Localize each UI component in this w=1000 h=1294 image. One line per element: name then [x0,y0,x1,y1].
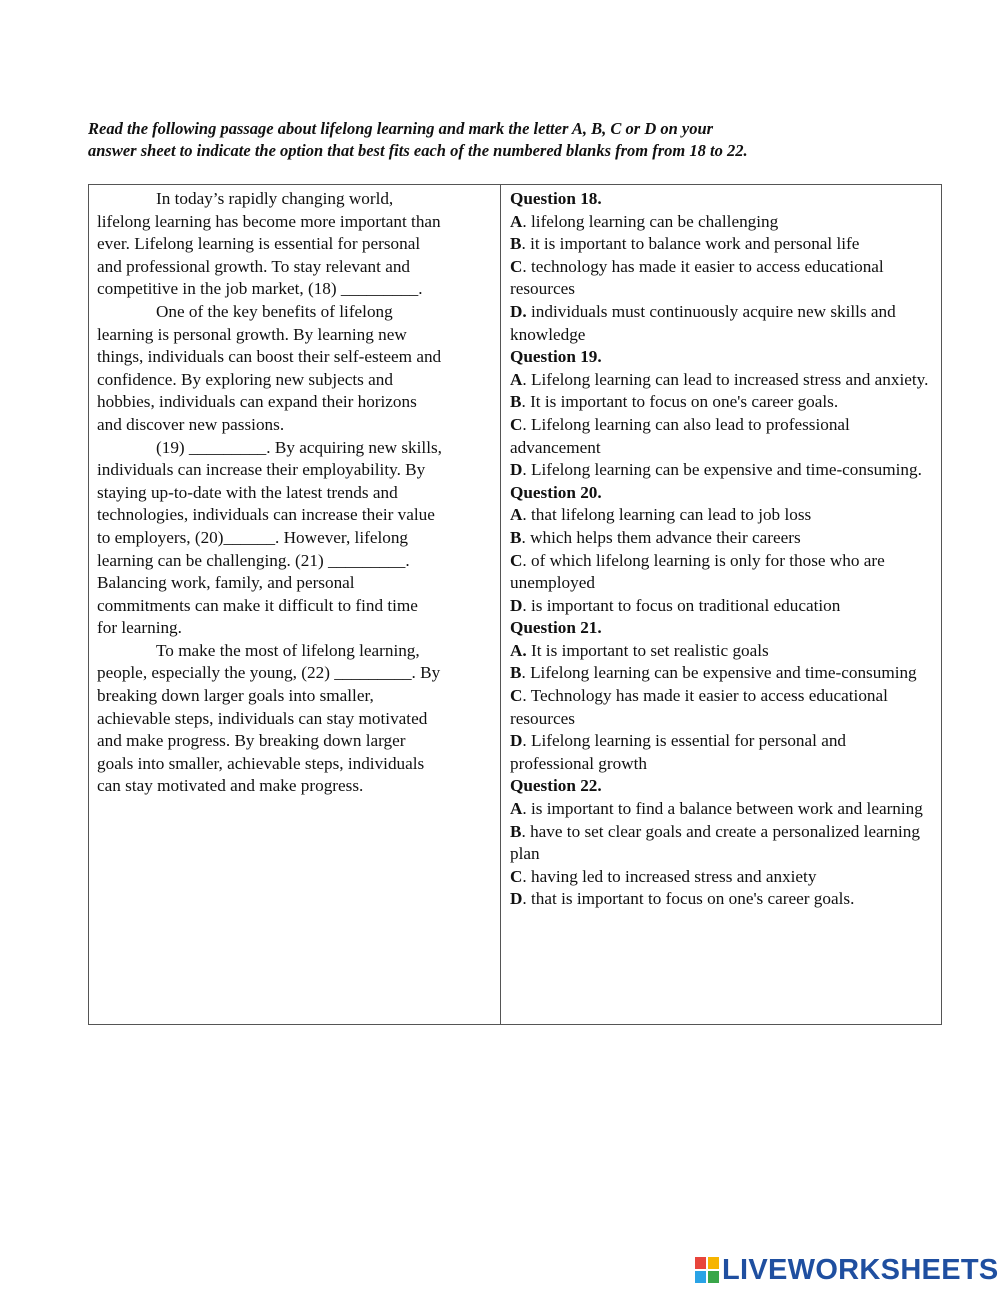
passage-line: To make the most of lifelong learning, [156,640,420,660]
answer-option[interactable] [510,685,933,730]
option-separator: . [522,414,527,434]
passage-line: learning can be challenging. (21) _________. [97,550,410,570]
question-title: Question 20. [510,482,602,502]
option-separator: . [521,821,526,841]
option-text: it is important to balance work and personal life [525,234,860,254]
option-text: Lifelong learning can also lead to professional advancement [510,414,850,457]
answer-option[interactable] [510,504,933,527]
option-separator: . [521,392,526,412]
answer-option[interactable] [510,369,933,392]
option-letter: A [510,211,523,231]
option-text: having led to increased stress and anxiety [526,866,817,886]
passage-line: and professional growth. To stay relevant and [97,256,411,276]
option-letter: D [510,595,523,615]
passage-column [89,185,501,1024]
passage-line: (19) _________. By acquiring new skills, [156,437,442,457]
option-text: Lifelong learning can lead to increased stress and anxiety. [526,369,929,389]
instruction-line: Read the following passage about lifelong learning and mark the letter A, B, C or D on your [88,119,714,138]
passage-line: technologies, individuals can increase their value [97,505,435,525]
option-text: lifelong learning can be challenging [526,211,779,231]
answer-option[interactable] [510,662,933,685]
option-letter: D [510,889,523,909]
passage-line: breaking down larger goals into smaller, [97,686,374,706]
passage-line: people, especially the young, (22) _________. By [97,663,441,683]
option-letter: C [510,866,523,886]
question-title: Question 22. [510,776,602,796]
passage-line: competitive in the job market, (18) _________. [97,279,423,299]
answer-option[interactable] [510,211,933,234]
answer-option[interactable] [510,256,933,301]
logo-tile [708,1271,719,1283]
passage-line: commitments can make it difficult to find time [97,595,418,615]
option-separator: . [522,505,527,525]
logo-mark-icon [695,1257,719,1283]
option-separator: . [522,369,527,389]
passage-line: hobbies, individuals can expand their horizons [97,392,417,412]
passage-line: Balancing work, family, and personal [97,573,355,593]
logo-tile [695,1271,706,1283]
option-separator: . [522,866,527,886]
passage-line: One of the key benefits of lifelong [156,301,393,321]
option-letter: A. [510,640,527,660]
option-text: is important to find a balance between work and learning [526,799,923,819]
passage-line: individuals can increase their employability. By [97,460,426,480]
logo-tile [708,1257,719,1269]
question-title: Question 21. [510,618,602,638]
option-separator: . [522,211,527,231]
option-separator: . [522,256,527,276]
passage-line: and discover new passions. [97,414,285,434]
option-letter: C [510,414,523,434]
option-letter: C [510,686,523,706]
passage-line: for learning. [97,618,182,638]
option-separator: . [522,460,527,480]
passage-line: goals into smaller, achievable steps, individuals [97,753,425,773]
option-letter: B [510,663,522,683]
option-text: Lifelong learning is essential for personal and professional growth [510,731,847,773]
answer-option[interactable] [510,459,933,482]
passage-line: achievable steps, individuals can stay motivated [97,708,428,728]
option-separator: . [522,799,527,819]
option-letter: A [510,369,523,389]
questions-column [501,185,941,1024]
passage-line: lifelong learning has become more important than [97,211,441,231]
option-separator: . [521,527,526,547]
passage-line: learning is personal growth. By learning new [97,324,407,344]
logo-tile [695,1257,706,1269]
answer-option[interactable] [510,550,933,595]
option-text: is important to focus on traditional education [526,595,841,615]
option-text: have to set clear goals and create a personalized learning plan [510,821,920,864]
option-text: that is important to focus on one's career goals. [526,889,855,909]
passage-line: staying up-to-date with the latest trends and [97,482,398,502]
option-text: individuals must continuously acquire new skills and knowledge [510,301,896,344]
option-text: It is important to focus on one's career goals. [525,392,839,412]
option-text: of which lifelong learning is only for those who are unemployed [510,550,885,593]
option-letter: B [510,527,522,547]
option-text: Technology has made it easier to access educational resources [510,686,888,728]
option-letter: B [510,234,522,254]
option-text: technology has made it easier to access educational resources [510,256,884,299]
option-separator: . [522,686,527,706]
option-separator: . [522,889,527,909]
option-text: It is important to set realistic goals [526,640,769,660]
option-separator: . [522,550,527,570]
option-letter: A [510,799,523,819]
option-letter: D. [510,301,527,321]
passage-line: and make progress. By breaking down larger [97,731,406,751]
logo-text: LIVEWORKSHEETS [722,1253,999,1286]
answer-option[interactable] [510,233,933,256]
answer-option[interactable] [510,866,933,889]
answer-option[interactable] [510,301,933,346]
option-letter: B [510,821,522,841]
answer-option[interactable] [510,391,933,414]
passage-line: to employers, (20)______. However, lifelong [97,527,409,547]
option-text: which helps them advance their careers [525,527,801,547]
option-separator: . [522,595,527,615]
instruction-line: answer sheet to indicate the option that best fits each of the numbered blanks from from 18 to 22. [88,141,748,160]
answer-option[interactable] [510,527,933,550]
option-separator: . [521,234,526,254]
answer-option[interactable] [510,888,933,911]
answer-option[interactable] [510,821,933,866]
answer-option[interactable] [510,595,933,618]
option-text: Lifelong learning can be expensive and time-consuming [525,663,917,683]
question-title: Question 19. [510,347,602,367]
option-text: that lifelong learning can lead to job loss [526,505,812,525]
liveworksheets-logo[interactable] [695,1254,999,1286]
option-letter: D [510,460,523,480]
option-letter: D [510,731,523,751]
option-separator: . [521,663,526,683]
instructions [88,118,948,162]
answer-option[interactable] [510,414,933,459]
option-separator: . [522,731,527,751]
passage-line: things, individuals can boost their self-esteem and [97,347,442,367]
passage-line: In today’s rapidly changing world, [156,189,394,208]
option-letter: B [510,392,522,412]
option-letter: C [510,256,523,276]
answer-option[interactable] [510,640,933,663]
passage-line: confidence. By exploring new subjects and [97,369,393,389]
answer-option[interactable] [510,730,933,775]
option-text: Lifelong learning can be expensive and time-consuming. [526,460,922,480]
worksheet-table [88,184,942,1025]
option-letter: A [510,505,523,525]
answer-option[interactable] [510,798,933,821]
passage-line: ever. Lifelong learning is essential for personal [97,234,421,254]
passage-line: can stay motivated and make progress. [97,776,364,796]
option-letter: C [510,550,523,570]
question-title: Question 18. [510,189,602,208]
